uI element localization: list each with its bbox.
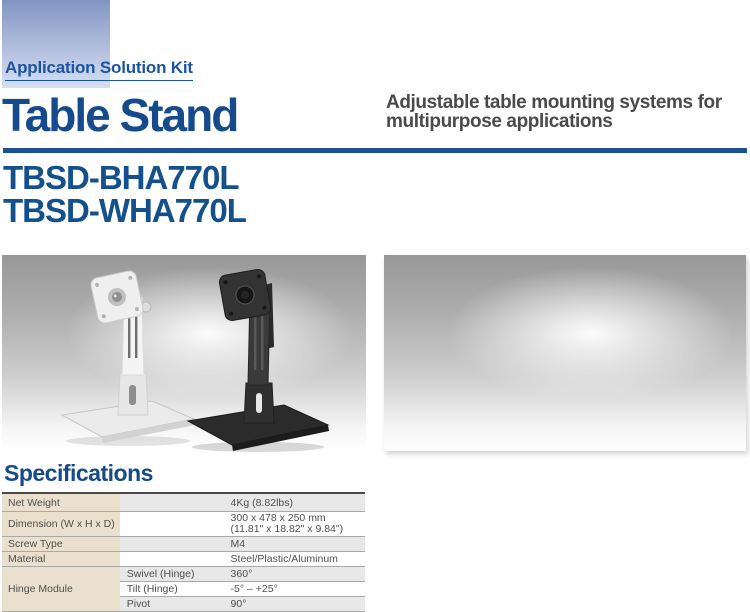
spec-sublabel: Tilt (Hinge) — [120, 582, 224, 597]
white-stand — [62, 270, 195, 446]
spec-label: Net Weight — [2, 493, 120, 512]
page-title: Table Stand — [2, 89, 238, 141]
spec-sublabel — [120, 552, 224, 567]
spec-sublabel — [120, 493, 224, 512]
model-number-1: TBSD-BHA770L — [3, 159, 239, 196]
spec-value: Steel/Plastic/Aluminum — [224, 552, 365, 567]
spec-value-line2: (11.81" x 18.82" x 9.84") — [230, 523, 344, 535]
tagline-line1: Adjustable table mounting systems for — [386, 92, 722, 113]
spec-row-material — [2, 552, 365, 567]
blue-divider-rule — [3, 148, 747, 153]
spec-row-net-weight — [2, 493, 365, 512]
spec-value-line1: 300 x 478 x 250 mm — [230, 512, 326, 524]
spec-label: Hinge Module — [2, 567, 120, 612]
spec-value: 90° — [224, 597, 365, 612]
tagline — [386, 93, 731, 131]
spec-value: 4Kg (8.82lbs) — [224, 493, 365, 512]
black-stand — [188, 268, 329, 452]
spec-row-screw-type — [2, 537, 365, 552]
spec-sublabel: Swivel (Hinge) — [120, 567, 224, 582]
spec-label: Screw Type — [2, 537, 120, 552]
spec-value: -5° – +25° — [224, 582, 365, 597]
spec-sublabel — [120, 512, 224, 537]
spec-sublabel: Pivot — [120, 597, 224, 612]
model-number-2: TBSD-WHA770L — [3, 192, 246, 229]
stands-illustration — [2, 255, 366, 451]
specifications-table — [2, 492, 365, 612]
spec-value — [224, 512, 365, 537]
spec-label: Material — [2, 552, 120, 567]
spec-value: 360° — [224, 567, 365, 582]
tagline-line2: multipurpose applications — [386, 111, 613, 132]
model-numbers — [3, 161, 246, 227]
product-photo-left — [2, 255, 366, 451]
spec-label: Dimension (W x H x D) — [2, 512, 120, 537]
spec-value: M4 — [224, 537, 365, 552]
spec-sublabel — [120, 537, 224, 552]
kicker-label: Application Solution Kit — [5, 58, 193, 81]
product-photo-right — [384, 255, 746, 451]
spec-row-dimension — [2, 512, 365, 537]
specifications-heading: Specifications — [4, 460, 153, 486]
spec-row-hinge-swivel — [2, 567, 365, 582]
